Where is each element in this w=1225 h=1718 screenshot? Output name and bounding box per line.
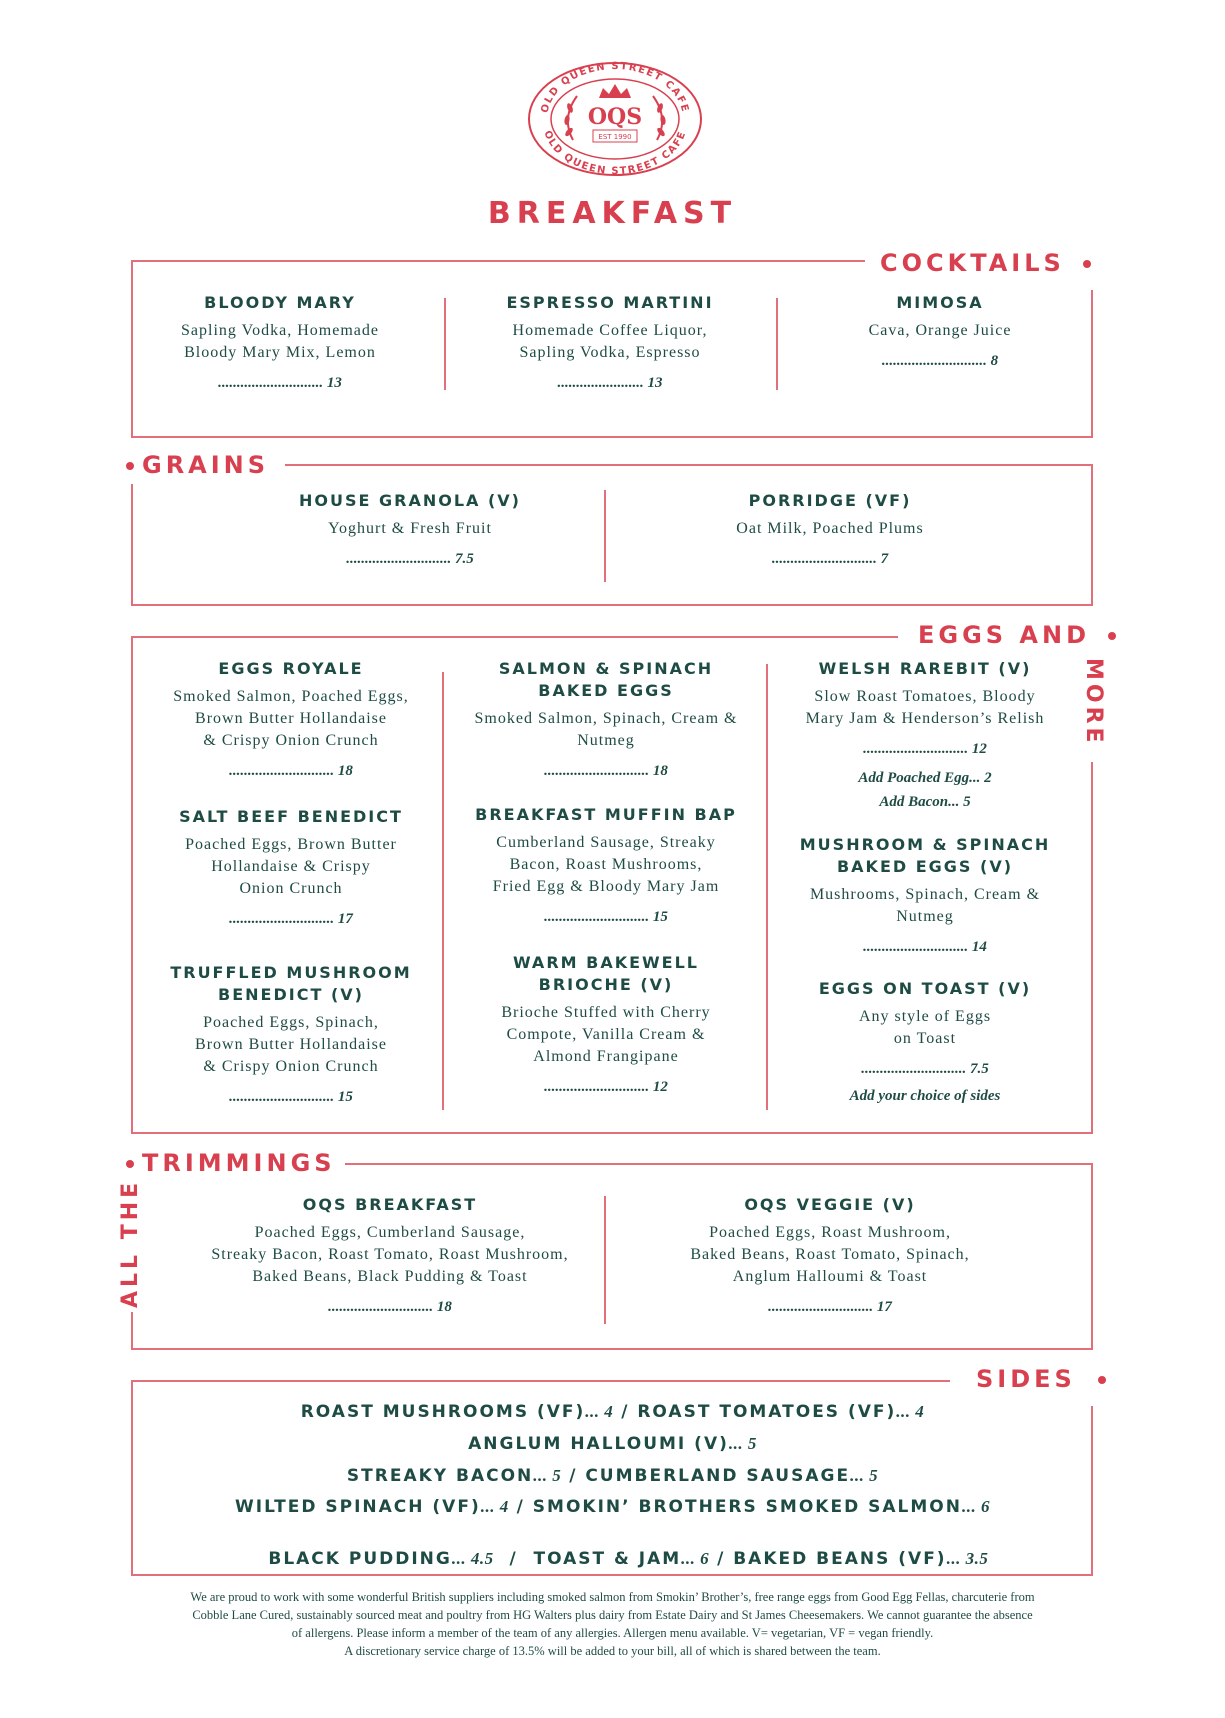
item-name: WELSH RAREBIT (V)	[818, 659, 1032, 678]
item-price: ............................ 15	[544, 909, 668, 925]
item-price: ............................ 18	[328, 1299, 452, 1315]
svg-text:EST 1990: EST 1990	[598, 133, 632, 141]
item-price: ............................ 18	[544, 763, 668, 779]
item-name: WARM BAKEWELL	[513, 953, 699, 972]
item-desc: Cumberland Sausage, Streaky	[496, 834, 716, 851]
item-desc: & Crispy Onion Crunch	[203, 732, 379, 749]
item-desc: Cava, Orange Juice	[868, 322, 1012, 339]
item-desc: Almond Frangipane	[533, 1048, 679, 1065]
item-price: ............................ 14	[863, 939, 987, 955]
item-name: BRIOCHE (V)	[538, 975, 674, 994]
item-name: BREAKFAST MUFFIN BAP	[475, 805, 737, 824]
item-desc: Bloody Mary Mix, Lemon	[184, 344, 376, 361]
item-desc: Brown Butter Hollandaise	[195, 710, 387, 727]
item-desc: Poached Eggs, Roast Mushroom,	[709, 1224, 951, 1241]
item-name: EGGS ROYALE	[218, 659, 364, 678]
item-name: HOUSE GRANOLA (V)	[299, 491, 521, 510]
item-desc: Fried Egg & Bloody Mary Jam	[492, 878, 720, 895]
item-desc: Baked Beans, Roast Tomato, Spinach,	[690, 1246, 970, 1263]
item-name: BENEDICT (V)	[218, 985, 364, 1004]
eggs-heading-more: MORE	[1078, 658, 1108, 747]
item-name: ESPRESSO MARTINI	[506, 293, 714, 312]
item-desc: Mushrooms, Spinach, Cream &	[809, 886, 1041, 903]
eggs-heading: EGGS AND	[918, 620, 1116, 650]
item-price: ............................ 7	[771, 551, 889, 567]
grains-item	[680, 490, 980, 570]
item-name: PORRIDGE (VF)	[748, 491, 912, 510]
item-desc: Baked Beans, Black Pudding & Toast	[252, 1268, 528, 1285]
bullet-dot	[1098, 1376, 1106, 1384]
item-desc: Nutmeg	[896, 908, 954, 925]
trimmings-heading: TRIMMINGS	[126, 1148, 336, 1178]
svg-text:OQS: OQS	[587, 104, 643, 130]
item-price: ............................ 12	[863, 741, 987, 757]
eggs-item	[780, 978, 1070, 1108]
eggs-item	[150, 806, 432, 930]
item-name: BAKED EGGS (V)	[836, 857, 1014, 876]
item-desc: Bacon, Roast Mushrooms,	[509, 856, 703, 873]
item-price: ............................ 12	[544, 1079, 668, 1095]
cocktail-item	[810, 292, 1070, 372]
item-desc: Streaky Bacon, Roast Tomato, Roast Mushroom,	[211, 1246, 569, 1263]
grains-item	[260, 490, 560, 570]
item-extra: Add Bacon... 5	[879, 794, 971, 810]
item-desc: Compote, Vanilla Cream &	[506, 1026, 706, 1043]
eggs-item	[456, 952, 756, 1098]
item-name: OQS BREAKFAST	[302, 1195, 478, 1214]
item-name: EGGS ON TOAST (V)	[818, 979, 1032, 998]
item-desc: Hollandaise & Crispy	[211, 858, 371, 875]
item-desc: Any style of Eggs	[858, 1008, 992, 1025]
item-name: TRUFFLED MUSHROOM	[170, 963, 412, 982]
cocktail-item	[150, 292, 410, 394]
eggs-item	[456, 658, 756, 782]
eggs-item	[150, 658, 432, 782]
svg-text:OLD QUEEN STREET CAFE: OLD QUEEN STREET CAFE	[539, 60, 691, 115]
eggs-item	[456, 804, 756, 928]
item-desc: Homemade Coffee Liquor,	[512, 322, 708, 339]
trimmings-item	[640, 1194, 1020, 1318]
item-desc: & Crispy Onion Crunch	[203, 1058, 379, 1075]
item-desc: Sapling Vodka, Homemade	[181, 322, 379, 339]
item-desc: Anglum Halloumi & Toast	[732, 1268, 928, 1285]
item-name: BLOODY MARY	[204, 293, 356, 312]
item-desc: Onion Crunch	[239, 880, 343, 897]
item-name: MIMOSA	[896, 293, 984, 312]
item-desc: Smoked Salmon, Spinach, Cream &	[474, 710, 738, 727]
item-price: ............................ 15	[229, 1089, 353, 1105]
item-extra: Add your choice of sides	[849, 1088, 1001, 1104]
bullet-dot	[1108, 632, 1116, 640]
item-desc: Mary Jam & Henderson’s Relish	[805, 710, 1045, 727]
grains-heading: GRAINS	[126, 450, 269, 480]
cocktail-item	[480, 292, 740, 394]
sides-line: ANGLUM HALLOUMI (V)... 5	[468, 1434, 757, 1454]
item-desc: Brown Butter Hollandaise	[195, 1036, 387, 1053]
sides-line: WILTED SPINACH (VF)... 4 / SMOKIN’ BROTHERS SMOKED SALMON... 6	[235, 1497, 990, 1517]
item-desc: Brioche Stuffed with Cherry	[501, 1004, 711, 1021]
item-price: ............................ 7.5	[861, 1061, 989, 1077]
item-desc: Nutmeg	[577, 732, 635, 749]
eggs-item	[780, 658, 1070, 814]
cocktails-heading: COCKTAILS	[880, 248, 1091, 278]
item-desc: Slow Roast Tomatoes, Bloody	[814, 688, 1036, 705]
item-desc: Poached Eggs, Cumberland Sausage,	[254, 1224, 526, 1241]
item-desc: Poached Eggs, Brown Butter	[185, 836, 397, 853]
item-price: ............................ 7.5	[346, 551, 474, 567]
item-desc: Smoked Salmon, Poached Eggs,	[173, 688, 409, 705]
footer-note: We are proud to work with some wonderful British suppliers including smoked salmon from Smokin’ Brother’s, free range eggs from Good Egg Fellas, charcuterie from Cobble Lane Cured, sustainably sourced meat and poultry from HG Walters plus dairy from Estate Dairy and St James Cheesemakers. We cannot guarantee the absence of allergens. Please inform a member of the team of any allergies. Allergen menu available. V= vegetarian, VF = vegan friendly. A discretionary service charge of 13.5% will be added to your bill, all of which is shared between the team.	[190, 1590, 1035, 1658]
bullet-dot	[126, 462, 134, 470]
item-price: ............................ 17	[229, 911, 353, 927]
eggs-item	[780, 834, 1070, 958]
sides-line: STREAKY BACON... 5 / CUMBERLAND SAUSAGE... 5	[346, 1466, 879, 1486]
item-name: MUSHROOM & SPINACH	[799, 835, 1051, 854]
item-extra: Add Poached Egg... 2	[858, 770, 992, 786]
logo	[525, 60, 705, 178]
item-price: ....................... 13	[557, 375, 663, 391]
trimmings-item	[190, 1194, 590, 1318]
bullet-dot	[1083, 260, 1091, 268]
page-title: BREAKFAST	[487, 196, 738, 231]
sides-line: BLACK PUDDING... 4.5 / TOAST & JAM... 6 / BAKED BEANS (VF)... 3.5	[268, 1549, 989, 1569]
sides-heading: SIDES	[976, 1364, 1106, 1394]
trimmings-side-heading: ALL THE	[116, 1179, 146, 1308]
bullet-dot	[126, 1160, 134, 1168]
eggs-item	[150, 962, 432, 1108]
item-desc: Poached Eggs, Spinach,	[203, 1014, 379, 1031]
svg-text:OLD QUEEN STREET CAFE: OLD QUEEN STREET CAFE	[541, 129, 689, 178]
item-desc: Sapling Vodka, Espresso	[519, 344, 701, 361]
item-name: OQS VEGGIE (V)	[744, 1195, 916, 1214]
item-name: BAKED EGGS	[538, 681, 674, 700]
sides-line: ROAST MUSHROOMS (VF)... 4 / ROAST TOMATOES (VF)... 4	[300, 1402, 925, 1422]
item-price: ............................ 8	[881, 353, 999, 369]
item-name: SALMON & SPINACH	[498, 659, 714, 678]
item-price: ............................ 17	[768, 1299, 892, 1315]
item-name: SALT BEEF BENEDICT	[179, 807, 403, 826]
item-desc: Oat Milk, Poached Plums	[736, 520, 924, 537]
item-price: ............................ 18	[229, 763, 353, 779]
item-desc: Yoghurt & Fresh Fruit	[328, 520, 492, 537]
item-desc: on Toast	[893, 1030, 957, 1047]
item-price: ............................ 13	[218, 375, 342, 391]
